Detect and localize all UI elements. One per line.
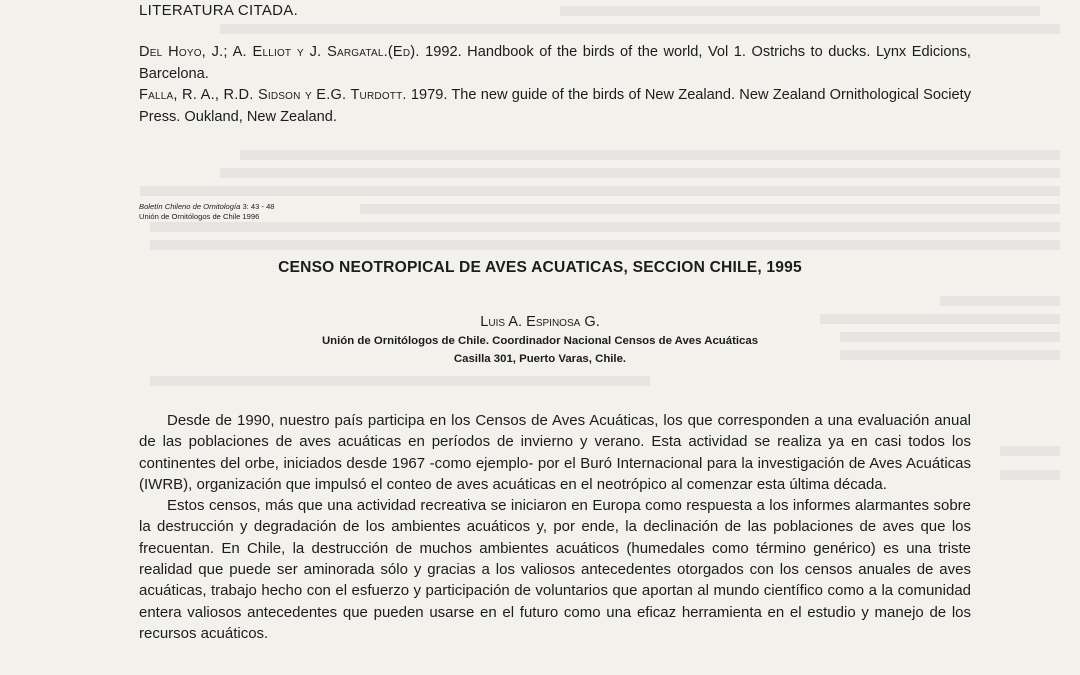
reference-details: 1992. Handbook of the birds of the world, Vol 1. Ostrichs to ducks. Lynx Edicions, Barcelona.	[139, 44, 971, 82]
article-title: CENSO NEOTROPICAL DE AVES ACUATICAS, SECCION CHILE, 1995	[278, 259, 802, 276]
article-author	[0, 314, 1080, 330]
reference-authors: Falla, R. A., R.D. Sidson y E.G. Turdott.	[139, 87, 407, 103]
author-name: Luis A. Espinosa G.	[480, 314, 600, 330]
body-paragraph: Estos censos, más que una actividad recreativa se iniciaron en Europa como respuesta a los informes alarmantes sobre la destrucción y degradación de los ambientes acuáticos y, por ende, la declinación de las poblaciones de aves que los frecuentan. En Chile, la destrucción de muchos ambientes acuáticos (humedales como término genérico) es una triste realidad que puede ser aminorada sólo y gracias a los valiosos antecedentes otorgados con los censos anuales de aves acuáticas, trabajo hecho con el esfuerzo y participación de voluntarios que aportan al mundo científico como a la comunidad entera valiosos antecedentes que pueden usarse en el futuro como una eficaz herramienta en el estudio y manejo de los recursos acuáticos.	[139, 497, 971, 642]
references-heading: LITERATURA CITADA.	[139, 2, 299, 19]
author-address: Casilla 301, Puerto Varas, Chile.	[453, 353, 627, 365]
reference-authors: Del Hoyo, J.; A. Elliot y J. Sargatal.(Ed).	[139, 44, 420, 60]
journal-name: Boletín Chileno de Ornitología	[139, 202, 241, 211]
journal-citation	[139, 202, 275, 221]
article-body	[139, 410, 971, 644]
reference-item	[139, 84, 971, 128]
author-affiliation: Unión de Ornitólogos de Chile. Coordinador Nacional Censos de Aves Acuáticas	[321, 335, 759, 347]
journal-pages: 3: 43 - 48	[240, 202, 275, 211]
journal-publisher: Unión de Ornitólogos de Chile 1996	[139, 211, 260, 221]
body-paragraph: Desde de 1990, nuestro país participa en los Censos de Aves Acuáticas, los que corresponden a una evaluación anual de las poblaciones de aves acuáticas en períodos de invierno y verano. Esta actividad se realiza ya en casi todos los continentes del orbe, iniciados desde 1967 -como ejemplo- por el Buró Internacional para la investigación de Aves Acuáticas (IWRB), organización que impulsó el conteo de aves acuáticas en el neotrópico al comenzar esta última década.	[139, 412, 971, 493]
reference-item	[139, 41, 971, 85]
reference-details: 1979. The new guide of the birds of New Zealand. New Zealand Ornithological Society Press. Oukland, New Zealand.	[139, 87, 971, 125]
